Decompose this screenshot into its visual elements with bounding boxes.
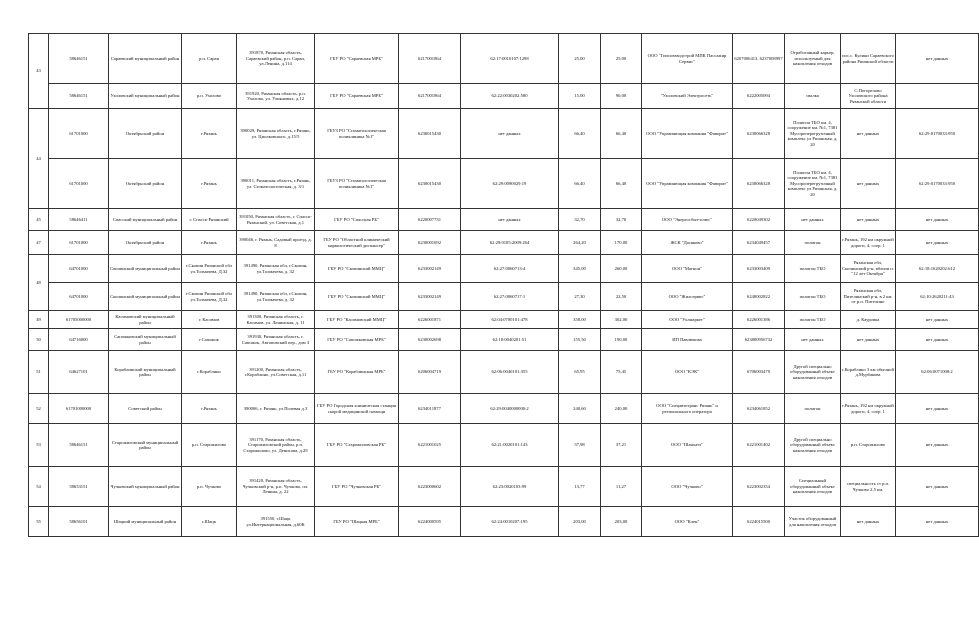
table-cell: нет данных [841,109,896,159]
table-row [29,424,979,467]
table-cell: ООО "Жилсервис" [642,283,733,311]
table-cell: ГБУ РО "Сараевская МРБ" [315,34,399,84]
table-cell: 25,00 [559,34,601,84]
table-cell: Чучковский муниципальный район [109,467,182,507]
table-cell: 6226001386 [733,311,785,329]
table-cell: полигон [785,394,841,424]
table-cell: 61701000 [49,109,109,159]
table-row [29,109,979,159]
table-cell: 6234011877 [399,394,461,424]
table-cell: нет данных [896,424,979,467]
table-cell: ООО "Гипсовзводстрой МПК Пассажир Сервис" [642,34,733,84]
table-cell: нет данных [461,109,559,159]
table-cell: 58646151 [49,84,109,109]
table-cell: 58656101 [49,507,109,537]
table-cell: ГБУ РО "Сапожковская МРБ" [315,329,399,351]
table-cell: Сапожковский муниципальный район [109,329,182,351]
table-cell: 62:21:0020101:143 [461,424,559,467]
table-cell: г.Кораблино 3 км обычной д.Мурбакова [841,351,896,394]
table-cell: 190,00 [601,329,642,351]
table-cell: г.Скопин Рязанской обл ул.Толмачева, Д.32 [182,283,237,311]
table-row [29,329,979,351]
table-cell: нет данных [896,507,979,537]
table-cell: Шацкий муниципальный район [109,507,182,537]
row-number: 47 [29,231,49,255]
table-cell: 62:22:0030202:580 [461,84,559,109]
table-row [29,467,979,507]
table-cell: 6220049302 [733,209,785,231]
table-row [29,283,979,311]
row-number: 48 [29,255,49,311]
table-cell: Касимовский муниципальный район [109,311,182,329]
table-cell: р.п. Старожилово [841,424,896,467]
table-cell: Сараевский муниципальный район [109,34,182,84]
table-cell: 390029, Рязанская область, г.Рязань, ул. Циолковского, д.15/5 [237,109,315,159]
table-cell: нет данных [896,231,979,255]
table-cell: 264,20 [559,231,601,255]
table-cell: свалка [785,84,841,109]
table-cell: ООО "КЭК" [642,351,733,394]
table-cell: 623800956732 [733,329,785,351]
table-cell: 6217001864 [399,84,461,109]
table-cell: 6233003409 [733,255,785,283]
table-cell: 13,77 [559,467,601,507]
table-cell: г.Рязань [182,109,237,159]
table-cell: нет данных [896,467,979,507]
table-row [29,159,979,209]
table-cell: 66,40 [559,109,601,159]
table-cell: 62:27:0060713:4 [461,255,559,283]
table-row [29,351,979,394]
table-cell: ЖСК "Дасяково" [642,231,733,255]
table-cell: Специальный оборудованный объект накопления отходов [785,467,841,507]
table-cell: 6222005094 [733,84,785,109]
table-cell: ГБУ РО "Сараевская МРБ" [315,84,399,109]
table-cell: 62:29:0105:2009:264 [461,231,559,255]
table-cell: нет данных [896,329,979,351]
table-row [29,394,979,424]
table-cell: 62:29:0040000000:2 [461,394,559,424]
table-cell: 11,27 [601,467,642,507]
table-cell: 391300, Рязанская область, г. Касимов, ул. Ленинская, д. 11 [237,311,315,329]
table-cell: 203,00 [601,507,642,537]
table-cell: 6207006413, 6237008997 [733,34,785,84]
table-cell: 6223002354 [733,467,785,507]
table-cell: Участок оборудованный для накопления отходов [785,507,841,537]
table-cell: Октябрьский район [109,109,182,159]
table-cell [896,84,979,109]
table-cell: 240,60 [559,394,601,424]
table-cell: Кораблинский муниципальный район [109,351,182,394]
table-body [29,34,979,537]
table-cell: 6224000595 [399,507,461,537]
table-cell: 6223000602 [399,467,461,507]
table-cell: ГБУ РО "Областной клинический наркологический диспансер" [315,231,399,255]
table-cell: д. Кауровка [841,311,896,329]
table-cell: 6240002822 [733,283,785,311]
table-cell: ООО "Клен" [642,507,733,537]
table-cell: 61701000 [49,231,109,255]
table-cell: нет данных [896,209,979,231]
table-cell: р.п. Сараи [182,34,237,84]
row-number: 45 [29,209,49,231]
table-cell: 58646411 [49,209,109,231]
table-cell: 58646151 [49,34,109,84]
table-cell: ГБУ РО "Чучковская РБ" [315,467,399,507]
table-cell: С.Погорелово Ухоловского района Рязанской области [841,84,896,109]
table-cell: 358,00 [559,311,601,329]
table-cell: 391930, Рязанская область, г. Сапожок, Авгаповский пер., дом 3 [237,329,315,351]
table-cell: ГБУЗ РО "Стоматологическая поликлиника №1" [315,109,399,159]
table-cell: 58653151 [49,467,109,507]
table-cell: 391550, г.Шацк ул.Интернациональная, д.60К [237,507,315,537]
table-cell: г.Рязань [182,159,237,209]
table-cell: 66,40 [601,159,642,209]
table-cell: 6230015430 [399,109,461,159]
table-cell: ООО "Спецавтотранс Рязань" и регионального оператора [642,394,733,424]
table-cell: 6221001025 [399,424,461,467]
table-row [29,311,979,329]
table-cell: полигон ТБО [785,283,841,311]
table-row [29,34,979,84]
table-cell: 15,00 [559,84,601,109]
table-cell: г.Скопин Рязанской обл ул.Толмачева, Д.32 [182,255,237,283]
table-cell: 170,00 [601,231,642,255]
table-row [29,231,979,255]
table-cell: нет данных [841,329,896,351]
table-cell: 203,00 [559,507,601,537]
table-cell: р.п. Ухолово [182,84,237,109]
table-cell: полигон ТБО [785,255,841,283]
table-cell: пос.с. Кулики Сараевского района Рязанской области [841,34,896,84]
table-cell: 62:23:0020103:99 [461,467,559,507]
table-cell: 155,50 [559,329,601,351]
table-cell: нет данных [841,209,896,231]
table-cell: Советский район [109,394,182,424]
table-cell: 6221001402 [733,424,785,467]
table-cell: 6230001692 [399,231,461,255]
table-cell: ООО "Энергосбыт-плюс" [642,209,733,231]
table-cell: 37,98 [559,424,601,467]
table-cell: 62:29:0170033:950 [896,109,979,159]
table-cell: 62:10:2620211:43 [896,283,979,311]
row-number: 43 [29,34,49,109]
table-cell: Ухоловский муниципальный район [109,84,182,109]
table-cell: Другой специально оборудованный объект накопления отходов [785,351,841,394]
table-cell: 391420, Рязанская область, Чучковский р-н, р.п. Чучково, пл. Ленина, д. 22 [237,467,315,507]
table-cell: р.п. Старожилово [182,424,237,467]
table-cell: 390046, г. Рязань, Садовый проезд, д. 8 [237,231,315,255]
table-cell: 61701000 [49,159,109,209]
table-cell: г.Рязань, 192 км окружной дороги, 4, соор. 1 [841,231,896,255]
table-cell: специальность ст р.п. Чучково 2,5 км. [841,467,896,507]
table-cell: полигон ТБО [785,311,841,329]
table-cell: 61705000000 [49,311,109,329]
table-cell: Старожиловский муниципальный район [109,424,182,467]
table-cell: 64701000 [49,255,109,283]
table-cell: нет данных [896,34,979,84]
row-number: 52 [29,394,49,424]
table-cell: 6230066328 [733,159,785,209]
table-cell: 37,21 [601,424,642,467]
table-cell: ГБУ РО "Шацкая МРБ" [315,507,399,537]
table-cell: нет данных [841,507,896,537]
table-cell: Полигон ТБО км. 4, сооружение км. №1, 7381 Мусороперегрузочный комплекс ул Рязанская, д. 20 [785,159,841,209]
table-cell: 62:18:1620202:612 [896,255,979,283]
table-cell: г.Сапожок [182,329,237,351]
table-cell: 62:18:0040201:51 [461,329,559,351]
table-cell: 6234049457 [733,231,785,255]
table-cell: 32,70 [601,209,642,231]
table-cell: 391490, Рязанская обл, г.Скопин, ул.Толмачева, д. 32 [237,255,315,283]
table-cell: ИП Павлюкова [642,329,733,351]
table-cell: Октябрьский район [109,159,182,209]
table-cell: г.Шацк [182,507,237,537]
table-cell: Рязанская обл, Пителинский р-н, в 2 км. от р.п. Пителино [841,283,896,311]
table-cell: 61701000000 [49,394,109,424]
table-cell: г.Кораблино [182,351,237,394]
table-cell: Полигон ТБО км. 4, сооружение км. №1, 7381 Мусороперегрузочный комплекс ул Рязанская, д. 20 [785,109,841,159]
table-cell: 391200, Рязанская область, г.Кораблино, ул.Советская, д.11 [237,351,315,394]
table-cell: г. Спасск-Рязанский [182,209,237,231]
table-cell: нет данных [896,311,979,329]
table-cell: Спасский муниципальный район [109,209,182,231]
row-number: 49 [29,311,49,329]
table-cell: 75,45 [601,351,642,394]
table-cell: 27,30 [559,283,601,311]
table-cell: 62:29:0170033:950 [896,159,979,209]
table-cell: ГБУ РО "Скопинский ММЦ" [315,283,399,311]
table-row [29,255,979,283]
table-cell: ООО "Магнон" [642,255,733,283]
table-cell: 58646151 [49,424,109,467]
row-number: 55 [29,507,49,537]
table-cell: нет данных [785,209,841,231]
table-cell: ГБУ РО Городская клиническая станция скорой медицинской помощи [315,394,399,424]
table-cell: ООО "Чучково" [642,467,733,507]
table-cell: полигон [785,231,841,255]
table-cell: ГБУ РО "Спасская РБ" [315,209,399,231]
table-cell: 25,00 [601,34,642,84]
table-cell: 6230002698 [399,329,461,351]
table-cell: 62:24:0010207:195 [461,507,559,537]
table-row [29,209,979,231]
table-cell: нет данных [785,329,841,351]
table-cell: 391870, Рязанская область, Сараевский район, р.п. Сараи, ул.Ленина, д.114 [237,34,315,84]
table-cell: Рязанская обл, Скопинский р-н, вблизи п. "12 лет Октября" [841,255,896,283]
table-cell: 6233002149 [399,255,461,283]
table-cell: 62:29:0090029:19 [461,159,559,209]
table-cell: 391490, Рязанская обл, г.Скопин, ул.Толмачева, д. 32 [237,283,315,311]
table-cell: 302,00 [601,311,642,329]
table-cell: ГБУ РО "Скопинский ММЦ" [315,255,399,283]
table-cell: ООО "Шанхатэ" [642,424,733,467]
table-cell: Другой специально оборудованный объект накопления отходов [785,424,841,467]
table-cell: 32,70 [559,209,601,231]
table-row [29,84,979,109]
table-cell: 391920, Рязанская область, р.п. Ухолово, ул. Ульяновых, д.12 [237,84,315,109]
table-cell: 6234061852 [733,394,785,424]
table-cell: 62:17:0010107:1298 [461,34,559,84]
table-cell: 240,00 [601,394,642,424]
table-cell: 90,00 [601,84,642,109]
table-cell: 6233002149 [399,283,461,311]
table-cell: "Ухоловский Электросеть" [642,84,733,109]
table-cell: Скопинский муниципальный район [109,255,182,283]
table-cell: 390011, Рязанская область, г.Рязань, ул. Стоматологическая, д. 3/1 [237,159,315,209]
table-cell: 64627101 [49,351,109,394]
row-number: 53 [29,424,49,467]
table-cell: 64701000 [49,283,109,311]
table-cell: 391050, Рязанская область, г. Спасск-Рязанский, ул. Советская, д.1 [237,209,315,231]
table-cell: 260,00 [601,255,642,283]
table-cell: 6217001864 [399,34,461,84]
table-cell: г. Касимов [182,311,237,329]
table-cell: 66,40 [601,109,642,159]
table-cell: 6230066328 [733,109,785,159]
table-cell: ГБУ РО "Касимовский ММЦ" [315,311,399,329]
table-cell: ООО "Ухлмаркет" [642,311,733,329]
table-cell: 65,95 [559,351,601,394]
table-cell: г.Рязань, 192 км окружной дороги, 4, соор. 1 [841,394,896,424]
table-cell: 390006, г. Рязань, ул.Полевая д.3 [237,394,315,424]
table-cell: Скопинский муниципальный район [109,283,182,311]
table-row [29,507,979,537]
table-cell: 6706003479 [733,351,785,394]
table-cell: 62:04:0700101:478 [461,311,559,329]
table-cell: Октябрьский район [109,231,182,255]
table-cell: ООО "Управляющая компания "Фаворит" [642,109,733,159]
table-cell: Отработанный карьер, используемый для накопления отходов [785,34,841,84]
row-number: 54 [29,467,49,507]
table-cell: 66,40 [559,159,601,209]
table-cell: 22,50 [601,283,642,311]
table-cell: нет данных [461,209,559,231]
table-cell: 6226001871 [399,311,461,329]
row-number: 51 [29,351,49,394]
table-cell: 6220007731 [399,209,461,231]
table-cell: 62:06:0071008:2 [896,351,979,394]
data-table [28,33,979,537]
row-number: 44 [29,109,49,209]
table-cell: р.п. Чучково [182,467,237,507]
table-cell: ГБУ РО "Старожиловская РБ" [315,424,399,467]
table-cell: г.Рязань [182,231,237,255]
table-cell: ГБУЗ РО "Стоматологическая поликлиника №1" [315,159,399,209]
row-number: 50 [29,329,49,351]
table-cell: ГБУ РО "Кораблинская МРБ" [315,351,399,394]
table-cell: 6206004719 [399,351,461,394]
table-cell: ООО "Управляющая компания "Фаворит" [642,159,733,209]
table-cell: 6224015500 [733,507,785,537]
table-cell: 62:06:0040101:355 [461,351,559,394]
table-cell: нет данных [841,159,896,209]
table-cell: 6230015430 [399,159,461,209]
table-cell: нет данных [896,394,979,424]
table-cell: 62:27:0060717:1 [461,283,559,311]
table-cell: г.Рязань [182,394,237,424]
table-cell: 64716000 [49,329,109,351]
table-cell: 345,00 [559,255,601,283]
table-cell: 391170, Рязанская область, Старожиловский район, р.п. Старожилово, ул. Денисова, д.29 [237,424,315,467]
